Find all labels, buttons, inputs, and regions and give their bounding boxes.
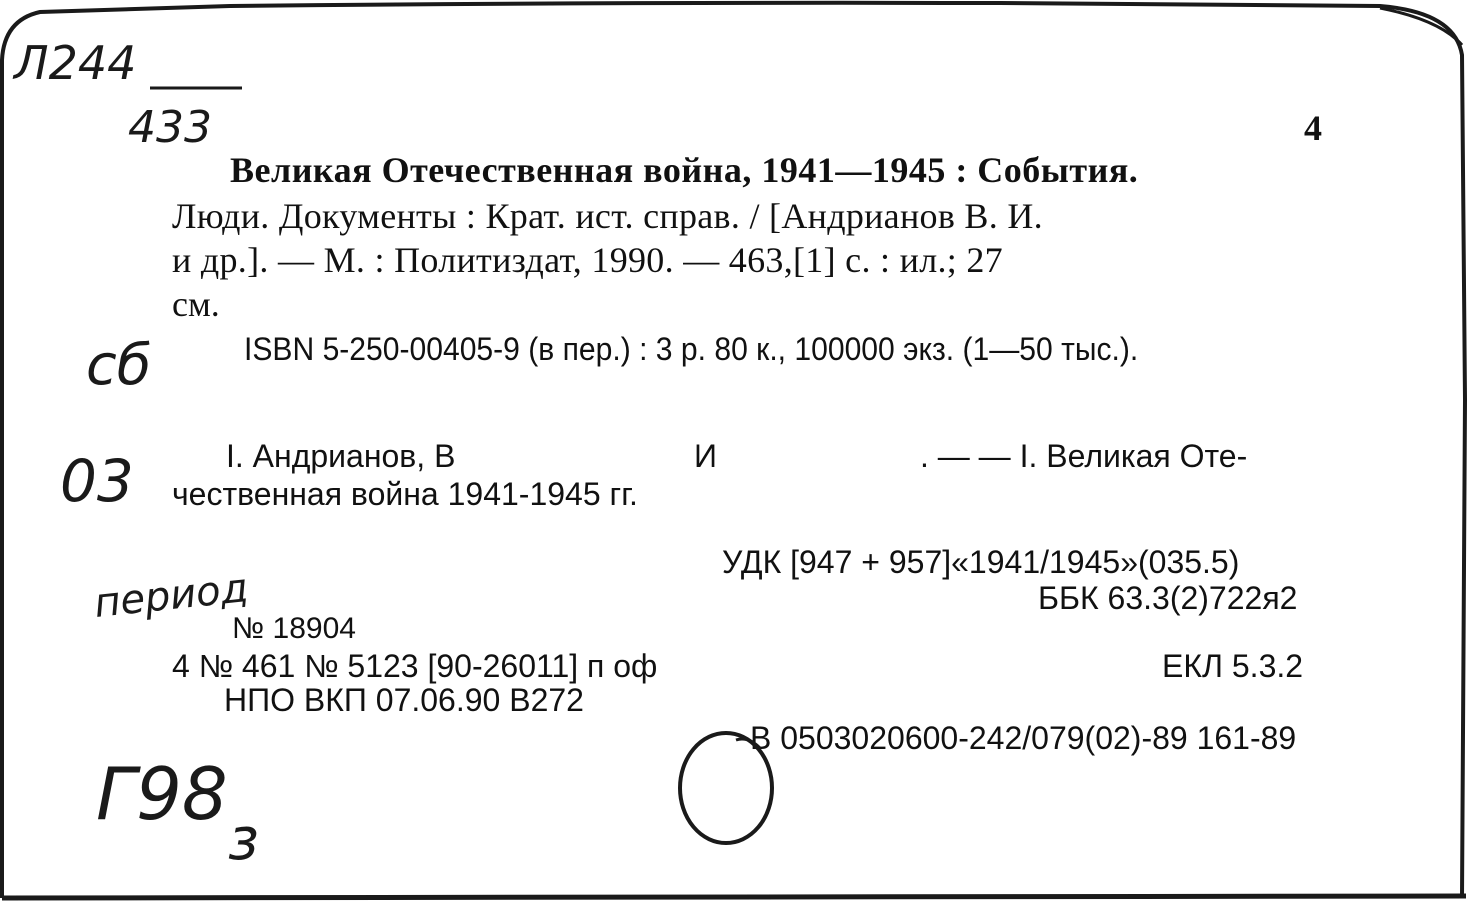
handwritten-note-03: 03 — [60, 447, 134, 515]
title-line-4: см. — [172, 284, 220, 324]
handwritten-note-g98: Г98 — [96, 752, 228, 836]
tracing-author: I. Андрианов, В — [226, 438, 456, 474]
tracing-title-cont: чественная война 1941-1945 гг. — [172, 476, 638, 512]
accession-number: 4 — [1304, 108, 1322, 148]
print-line-1: 4 № 461 № 5123 [90-26011] п оф — [172, 648, 658, 684]
handwritten-note-sb: сб — [86, 333, 152, 398]
tracing-initial: И — [694, 438, 717, 474]
title-line-2: Люди. Документы : Крат. ист. справ. / [Андрианов В. И. — [172, 196, 1043, 236]
handwritten-note-z: з — [228, 805, 259, 873]
udc-classification: УДК [947 + 957]«1941/1945»(035.5) — [722, 544, 1240, 580]
bbk-classification: ББК 63.3(2)722я2 — [1038, 580, 1298, 616]
circle-stamp — [0, 0, 1, 1]
isbn-line: ISBN 5-250-00405-9 (в пер.) : 3 р. 80 к., 100000 экз. (1—50 тыс.). — [244, 331, 1139, 367]
order-number: № 18904 — [232, 612, 356, 645]
tracing-title-start: . — — I. Великая Оте- — [920, 438, 1248, 474]
print-line-2: НПО ВКП 07.06.90 В272 — [224, 682, 584, 718]
code-line: В 0503020600-242/079(02)-89 161-89 — [750, 720, 1297, 756]
title-line-1: Великая Отечественная война, 1941—1945 : События. — [230, 150, 1139, 190]
shelf-mark-bottom: 433 — [128, 102, 212, 153]
handwritten-note-period: период — [92, 565, 251, 627]
title-line-3: и др.]. — М. : Политиздат, 1990. — 463,[1] с. : ил.; 27 — [172, 240, 1003, 280]
ekl-code: ЕКЛ 5.3.2 — [1162, 648, 1304, 684]
shelf-mark-top: Л244 — [14, 36, 137, 90]
